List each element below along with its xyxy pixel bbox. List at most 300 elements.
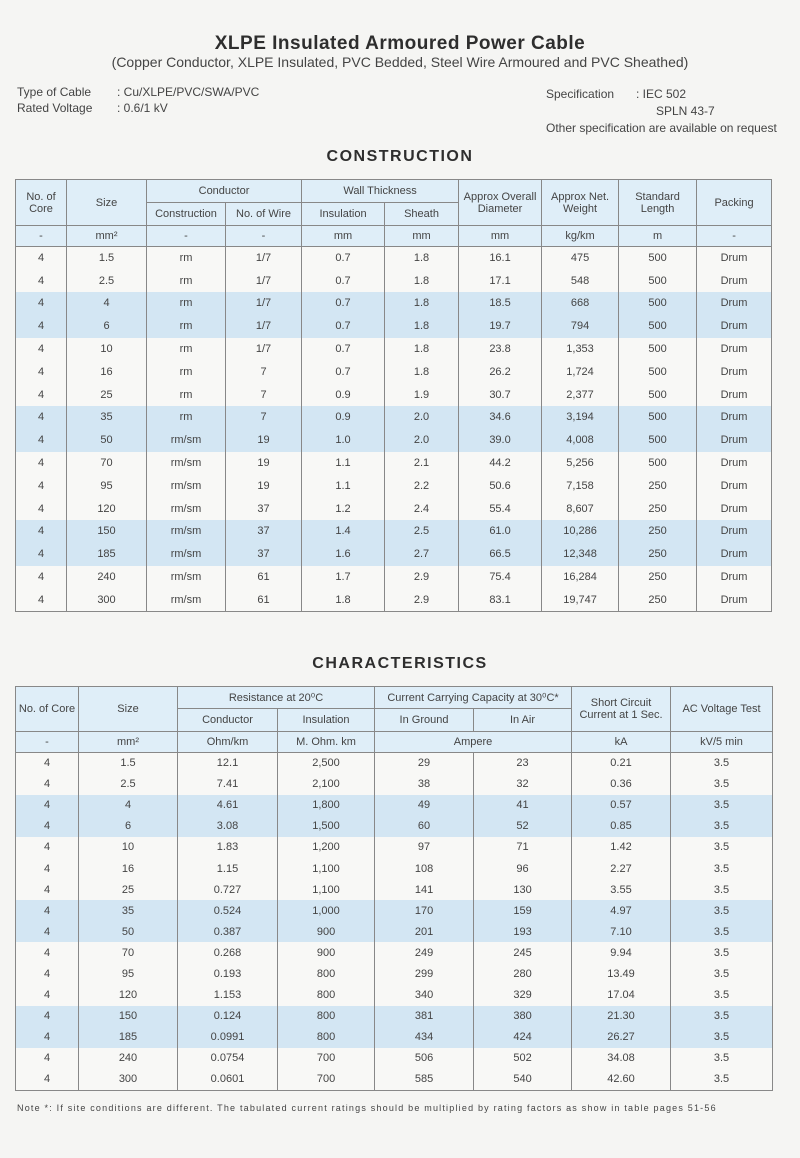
table-cell: 4 xyxy=(16,1048,79,1069)
table-cell: 70 xyxy=(67,452,147,475)
table-cell: 250 xyxy=(619,543,697,566)
table-cell: 0.0754 xyxy=(178,1048,278,1069)
table-cell: 0.36 xyxy=(572,774,671,795)
table-cell: 1/7 xyxy=(226,315,302,338)
characteristics-title: CHARACTERISTICS xyxy=(312,655,488,672)
table-cell: 3.5 xyxy=(671,963,773,984)
table-cell: 3.5 xyxy=(671,985,773,1006)
table-cell: 2.9 xyxy=(385,588,459,611)
table-cell: 7,158 xyxy=(542,474,619,497)
table-cell: 0.7 xyxy=(302,292,385,315)
table-cell: rm/sm xyxy=(147,497,226,520)
table-cell: 35 xyxy=(79,900,178,921)
table-row xyxy=(16,566,772,589)
table-row xyxy=(16,292,772,315)
table-cell: 2.7 xyxy=(385,543,459,566)
table-row xyxy=(16,247,772,270)
table-cell: 159 xyxy=(474,900,572,921)
table-cell: 2.0 xyxy=(385,429,459,452)
table-cell: 500 xyxy=(619,406,697,429)
page-title: XLPE Insulated Armoured Power Cable xyxy=(214,33,586,54)
table-cell: 4 xyxy=(16,900,79,921)
table-cell: 26.2 xyxy=(459,360,542,383)
table-cell: 201 xyxy=(375,921,474,942)
table-row xyxy=(16,921,773,942)
table-cell: 7.10 xyxy=(572,921,671,942)
table-cell: 2.4 xyxy=(385,497,459,520)
table-cell: 1/7 xyxy=(226,247,302,270)
unit-cell: m xyxy=(619,226,697,247)
table-cell: Drum xyxy=(697,269,772,292)
table-cell: 71 xyxy=(474,837,572,858)
table-cell: 61 xyxy=(226,566,302,589)
table-row xyxy=(16,858,773,879)
table-cell: Drum xyxy=(697,315,772,338)
table-row xyxy=(16,753,773,774)
table-cell: 500 xyxy=(619,315,697,338)
table-cell: 3.5 xyxy=(671,774,773,795)
table-cell: 500 xyxy=(619,452,697,475)
table-cell: 5,256 xyxy=(542,452,619,475)
table-row xyxy=(16,315,772,338)
table-cell: 240 xyxy=(67,566,147,589)
table-cell: 500 xyxy=(619,360,697,383)
table-cell: 0.524 xyxy=(178,900,278,921)
table-cell: 7 xyxy=(226,360,302,383)
table-cell: 37 xyxy=(226,497,302,520)
table-row xyxy=(16,429,772,452)
table-cell: 2.5 xyxy=(67,269,147,292)
header-no-of-core: No. of Core xyxy=(16,180,67,226)
table-cell: 0.124 xyxy=(178,1006,278,1027)
table-cell: 4 xyxy=(16,1006,79,1027)
table-row xyxy=(16,543,772,566)
table-cell: 37 xyxy=(226,543,302,566)
table-cell: 23.8 xyxy=(459,338,542,361)
specification-value-iec: : IEC 502 xyxy=(636,87,687,101)
table-cell: 3.5 xyxy=(671,900,773,921)
header-sheath: Sheath xyxy=(385,203,459,226)
table-cell: 1.1 xyxy=(302,452,385,475)
table-cell: 4 xyxy=(16,338,67,361)
table-cell: 1.8 xyxy=(302,588,385,611)
table-cell: 1,100 xyxy=(278,858,375,879)
table-cell: 0.268 xyxy=(178,942,278,963)
table-cell: 12.1 xyxy=(178,753,278,774)
table-cell: 240 xyxy=(79,1048,178,1069)
table-cell: 4 xyxy=(16,795,79,816)
table-cell: 340 xyxy=(375,985,474,1006)
table-cell: 4 xyxy=(16,452,67,475)
table-cell: 3.5 xyxy=(671,1006,773,1027)
table-cell: 3.5 xyxy=(671,858,773,879)
table-cell: 17.04 xyxy=(572,985,671,1006)
table-cell: 16 xyxy=(67,360,147,383)
table-cell: 900 xyxy=(278,921,375,942)
header-size: Size xyxy=(67,180,147,226)
table-cell: 66.5 xyxy=(459,543,542,566)
table-cell: 2,500 xyxy=(278,753,375,774)
header-in-ground: In Ground xyxy=(375,709,474,732)
table-cell: rm/sm xyxy=(147,543,226,566)
table-cell: 381 xyxy=(375,1006,474,1027)
construction-table xyxy=(15,179,772,612)
table-cell: 42.60 xyxy=(572,1069,671,1090)
table-cell: 16,284 xyxy=(542,566,619,589)
table-cell: 34.08 xyxy=(572,1048,671,1069)
table-cell: 19,747 xyxy=(542,588,619,611)
table-cell: 4 xyxy=(16,566,67,589)
table-cell: 380 xyxy=(474,1006,572,1027)
table-cell: 800 xyxy=(278,985,375,1006)
table-cell: 3.5 xyxy=(671,1027,773,1048)
unit-cell: - xyxy=(697,226,772,247)
table-cell: 50.6 xyxy=(459,474,542,497)
table-cell: 26.27 xyxy=(572,1027,671,1048)
table-cell: 2.2 xyxy=(385,474,459,497)
table-cell: 4.97 xyxy=(572,900,671,921)
table-cell: 2.0 xyxy=(385,406,459,429)
table-cell: 3.5 xyxy=(671,795,773,816)
header-conductor: Conductor xyxy=(178,709,278,732)
header-resistance: Resistance at 20⁰C xyxy=(178,687,375,709)
page-subtitle: (Copper Conductor, XLPE Insulated, PVC Bedded, Steel Wire Armoured and PVC Sheathed) xyxy=(111,54,689,70)
table-cell: 1.9 xyxy=(385,383,459,406)
table-cell: 49 xyxy=(375,795,474,816)
table-cell: 32 xyxy=(474,774,572,795)
table-cell: 250 xyxy=(619,520,697,543)
table-cell: 500 xyxy=(619,269,697,292)
table-cell: 500 xyxy=(619,383,697,406)
table-cell: rm/sm xyxy=(147,588,226,611)
table-cell: 500 xyxy=(619,247,697,270)
table-cell: 0.7 xyxy=(302,269,385,292)
table-cell: Drum xyxy=(697,588,772,611)
table-cell: 434 xyxy=(375,1027,474,1048)
table-cell: 1.8 xyxy=(385,315,459,338)
table-cell: 6 xyxy=(79,816,178,837)
table-cell: 300 xyxy=(67,588,147,611)
table-cell: 1,724 xyxy=(542,360,619,383)
table-cell: 4 xyxy=(16,292,67,315)
table-cell: 475 xyxy=(542,247,619,270)
table-cell: 120 xyxy=(79,985,178,1006)
unit-cell: Ampere xyxy=(375,732,572,753)
table-row xyxy=(16,497,772,520)
table-cell: rm xyxy=(147,383,226,406)
table-cell: 0.0601 xyxy=(178,1069,278,1090)
table-row xyxy=(16,774,773,795)
table-cell: 185 xyxy=(67,543,147,566)
table-cell: 548 xyxy=(542,269,619,292)
table-cell: 4 xyxy=(67,292,147,315)
table-cell: 0.7 xyxy=(302,338,385,361)
specification-row xyxy=(546,86,777,103)
table-cell: 19 xyxy=(226,429,302,452)
table-cell: 250 xyxy=(619,497,697,520)
table-row xyxy=(16,520,772,543)
table-cell: 95 xyxy=(79,963,178,984)
table-cell: 21.30 xyxy=(572,1006,671,1027)
table-cell: 2.1 xyxy=(385,452,459,475)
table-row xyxy=(16,900,773,921)
table-cell: 3.5 xyxy=(671,942,773,963)
unit-cell: kA xyxy=(572,732,671,753)
table-cell: 1,000 xyxy=(278,900,375,921)
table-cell: 130 xyxy=(474,879,572,900)
table-cell: 800 xyxy=(278,1006,375,1027)
table-row xyxy=(16,269,772,292)
table-cell: 55.4 xyxy=(459,497,542,520)
table-cell: 3.5 xyxy=(671,879,773,900)
table-cell: 25 xyxy=(79,879,178,900)
table-cell: 1.42 xyxy=(572,837,671,858)
table-cell: rm/sm xyxy=(147,566,226,589)
table-cell: 0.9 xyxy=(302,383,385,406)
table-cell: Drum xyxy=(697,452,772,475)
table-cell: rm xyxy=(147,292,226,315)
header-net-weight: Approx Net. Weight xyxy=(542,180,619,226)
table-cell: 4 xyxy=(16,858,79,879)
table-cell: 794 xyxy=(542,315,619,338)
unit-cell: mm xyxy=(459,226,542,247)
table-cell: 4 xyxy=(16,879,79,900)
rated-voltage-value: : 0.6/1 kV xyxy=(117,101,168,115)
unit-cell: - xyxy=(16,226,67,247)
table-cell: 13.49 xyxy=(572,963,671,984)
table-cell: 29 xyxy=(375,753,474,774)
table-cell: 150 xyxy=(67,520,147,543)
header-ac-voltage-test: AC Voltage Test xyxy=(671,687,773,732)
table-cell: 500 xyxy=(619,338,697,361)
table-cell: 3,194 xyxy=(542,406,619,429)
table-cell: 2.5 xyxy=(79,774,178,795)
table-cell: 1.5 xyxy=(67,247,147,270)
table-cell: Drum xyxy=(697,360,772,383)
table-cell: rm/sm xyxy=(147,452,226,475)
table-cell: 0.7 xyxy=(302,360,385,383)
table-cell: 7 xyxy=(226,406,302,429)
table-cell: 3.08 xyxy=(178,816,278,837)
table-cell: 10 xyxy=(67,338,147,361)
table-cell: Drum xyxy=(697,406,772,429)
table-cell: 4 xyxy=(16,429,67,452)
characteristics-table xyxy=(15,686,773,1091)
table-cell: 61.0 xyxy=(459,520,542,543)
unit-cell: mm² xyxy=(79,732,178,753)
table-cell: 668 xyxy=(542,292,619,315)
table-cell: 1.1 xyxy=(302,474,385,497)
table-cell: Drum xyxy=(697,383,772,406)
table-cell: 700 xyxy=(278,1069,375,1090)
table-row xyxy=(16,1006,773,1027)
table-cell: 0.0991 xyxy=(178,1027,278,1048)
table-cell: 0.193 xyxy=(178,963,278,984)
table-cell: 1.8 xyxy=(385,269,459,292)
header-conductor: Conductor xyxy=(147,180,302,203)
unit-cell: - xyxy=(16,732,79,753)
unit-cell: mm xyxy=(385,226,459,247)
table-cell: 4 xyxy=(79,795,178,816)
table-row xyxy=(16,588,772,611)
table-cell: 4 xyxy=(16,921,79,942)
table-cell: 500 xyxy=(619,429,697,452)
table-cell: 4,008 xyxy=(542,429,619,452)
table-cell: 61 xyxy=(226,588,302,611)
cable-spec-left xyxy=(17,84,259,116)
table-cell: 170 xyxy=(375,900,474,921)
table-cell: 16 xyxy=(79,858,178,879)
table-cell: 1/7 xyxy=(226,269,302,292)
table-cell: 4 xyxy=(16,985,79,1006)
table-cell: 1,200 xyxy=(278,837,375,858)
table-cell: 4 xyxy=(16,269,67,292)
table-cell: 4 xyxy=(16,406,67,429)
table-cell: Drum xyxy=(697,497,772,520)
table-cell: rm xyxy=(147,315,226,338)
table-cell: 250 xyxy=(619,474,697,497)
table-cell: 10 xyxy=(79,837,178,858)
specification-note: Other specification are available on request xyxy=(546,121,777,135)
table-cell: 1,800 xyxy=(278,795,375,816)
header-insulation: Insulation xyxy=(302,203,385,226)
table-cell: 0.7 xyxy=(302,315,385,338)
unit-cell: Ohm/km xyxy=(178,732,278,753)
table-cell: 4 xyxy=(16,588,67,611)
rated-voltage-row xyxy=(17,100,259,116)
table-cell: 120 xyxy=(67,497,147,520)
table-cell: 41 xyxy=(474,795,572,816)
footnote: Note *: If site conditions are different. The tabulated current ratings should be multiplied by rating factors as show in table pages 51-56 xyxy=(17,1103,717,1113)
header-short-circuit: Short Circuit Current at 1 Sec. xyxy=(572,687,671,732)
table-cell: 0.85 xyxy=(572,816,671,837)
table-cell: 185 xyxy=(79,1027,178,1048)
table-cell: 1.4 xyxy=(302,520,385,543)
table-cell: rm/sm xyxy=(147,429,226,452)
table-cell: 1/7 xyxy=(226,292,302,315)
table-cell: 25 xyxy=(67,383,147,406)
table-cell: 299 xyxy=(375,963,474,984)
table-cell: 1.6 xyxy=(302,543,385,566)
table-row xyxy=(16,360,772,383)
table-row xyxy=(16,406,772,429)
table-cell: 7.41 xyxy=(178,774,278,795)
table-cell: 0.727 xyxy=(178,879,278,900)
table-cell: 141 xyxy=(375,879,474,900)
table-cell: 12,348 xyxy=(542,543,619,566)
table-cell: Drum xyxy=(697,474,772,497)
table-cell: 245 xyxy=(474,942,572,963)
header-standard-length: Standard Length xyxy=(619,180,697,226)
unit-cell: kg/km xyxy=(542,226,619,247)
specification-label: Specification xyxy=(546,87,615,101)
table-row xyxy=(16,795,773,816)
table-cell: 250 xyxy=(619,566,697,589)
table-cell: 52 xyxy=(474,816,572,837)
specification-value-spln: SPLN 43-7 xyxy=(656,104,715,118)
table-cell: 0.57 xyxy=(572,795,671,816)
unit-cell: kV/5 min xyxy=(671,732,773,753)
table-cell: 250 xyxy=(619,588,697,611)
table-cell: Drum xyxy=(697,520,772,543)
table-cell: 585 xyxy=(375,1069,474,1090)
table-cell: 4 xyxy=(16,963,79,984)
table-row xyxy=(16,879,773,900)
table-cell: 1,100 xyxy=(278,879,375,900)
units-row xyxy=(16,226,772,247)
table-cell: 4 xyxy=(16,543,67,566)
table-cell: 249 xyxy=(375,942,474,963)
table-cell: 1.8 xyxy=(385,338,459,361)
table-row xyxy=(16,338,772,361)
header-wall-thickness: Wall Thickness xyxy=(302,180,459,203)
table-cell: 4 xyxy=(16,474,67,497)
table-cell: 16.1 xyxy=(459,247,542,270)
table-cell: 280 xyxy=(474,963,572,984)
construction-title: CONSTRUCTION xyxy=(326,148,474,165)
table-cell: 39.0 xyxy=(459,429,542,452)
header-overall-diameter: Approx Overall Diameter xyxy=(459,180,542,226)
table-cell: 0.9 xyxy=(302,406,385,429)
table-cell: 17.1 xyxy=(459,269,542,292)
table-cell: 2,100 xyxy=(278,774,375,795)
table-cell: rm xyxy=(147,269,226,292)
table-cell: 19.7 xyxy=(459,315,542,338)
table-cell: 506 xyxy=(375,1048,474,1069)
table-row xyxy=(16,1027,773,1048)
table-cell: 50 xyxy=(79,921,178,942)
table-cell: 0.387 xyxy=(178,921,278,942)
table-cell: 1,500 xyxy=(278,816,375,837)
table-cell: Drum xyxy=(697,543,772,566)
table-cell: 6 xyxy=(67,315,147,338)
table-cell: 4 xyxy=(16,520,67,543)
unit-cell: - xyxy=(226,226,302,247)
table-cell: 37 xyxy=(226,520,302,543)
table-cell: 193 xyxy=(474,921,572,942)
table-cell: 150 xyxy=(79,1006,178,1027)
table-row xyxy=(16,985,773,1006)
table-cell: Drum xyxy=(697,247,772,270)
table-cell: 4 xyxy=(16,774,79,795)
header-insulation: Insulation xyxy=(278,709,375,732)
table-cell: Drum xyxy=(697,429,772,452)
table-cell: 7 xyxy=(226,383,302,406)
table-cell: rm xyxy=(147,247,226,270)
header-no-of-core: No. of Core xyxy=(16,687,79,732)
table-cell: 44.2 xyxy=(459,452,542,475)
table-cell: 4 xyxy=(16,753,79,774)
table-cell: 4 xyxy=(16,383,67,406)
table-cell: 3.5 xyxy=(671,816,773,837)
table-cell: 19 xyxy=(226,474,302,497)
table-cell: 3.55 xyxy=(572,879,671,900)
table-cell: 1,353 xyxy=(542,338,619,361)
table-cell: 1.83 xyxy=(178,837,278,858)
table-cell: 4 xyxy=(16,1069,79,1090)
table-cell: 900 xyxy=(278,942,375,963)
header-size: Size xyxy=(79,687,178,732)
table-cell: 75.4 xyxy=(459,566,542,589)
table-cell: 3.5 xyxy=(671,837,773,858)
table-cell: 108 xyxy=(375,858,474,879)
table-cell: 700 xyxy=(278,1048,375,1069)
table-row xyxy=(16,1048,773,1069)
unit-cell: M. Ohm. km xyxy=(278,732,375,753)
unit-cell: mm xyxy=(302,226,385,247)
table-cell: 1/7 xyxy=(226,338,302,361)
table-cell: 1.15 xyxy=(178,858,278,879)
